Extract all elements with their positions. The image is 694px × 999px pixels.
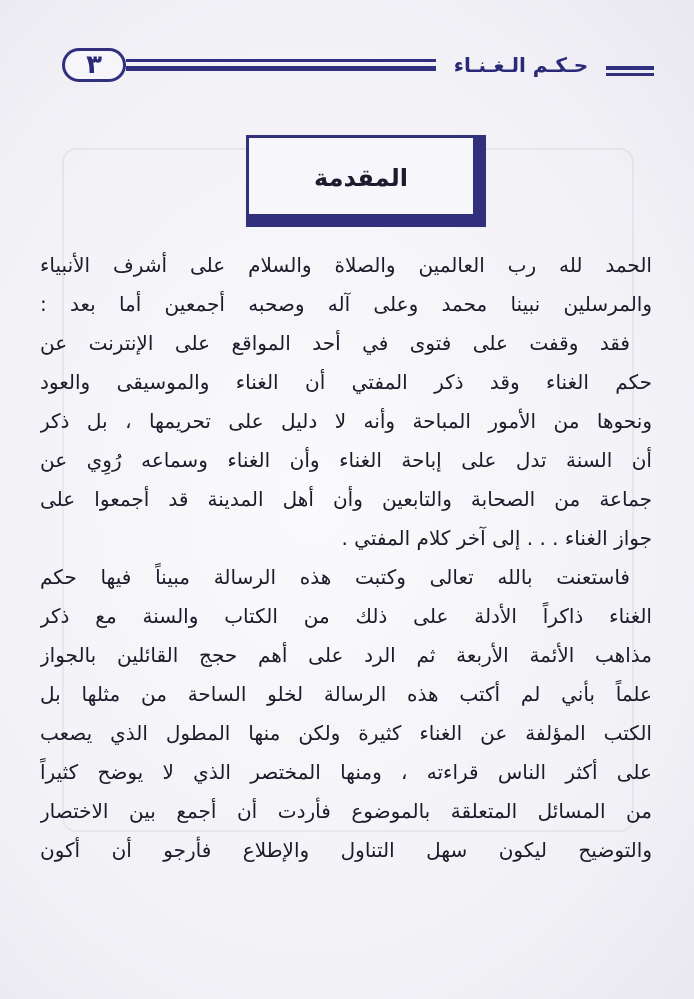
- section-title: المقدمة: [314, 164, 408, 192]
- text-line: الحمد لله رب العالمين والصلاة والسلام على أشرف الأنبياء: [40, 253, 652, 277]
- header-rule-right-lower: [606, 73, 654, 76]
- text-line: من المسائل المتعلقة بالموضوع فأردت أن أجمع بين الاختصار: [40, 799, 652, 823]
- page-header: [62, 48, 654, 88]
- page-number: ٣: [62, 48, 126, 82]
- text-line: أن السنة تدل على إباحة الغناء وأن الغناء وسماعه رُوِي عن: [40, 448, 652, 472]
- text-line: مذاهب الأئمة الأربعة ثم الرد على أهم حجج القائلين بالجواز: [40, 643, 652, 667]
- header-rule-left: [126, 59, 436, 73]
- text-line: والمرسلين نبينا محمد وعلى آله وصحبه أجمعين أما بعد :: [40, 292, 652, 316]
- text-line: الغناء ذاكراً الأدلة على ذلك من الكتاب والسنة مع ذكر: [40, 604, 652, 628]
- section-title-box: [246, 135, 486, 227]
- text-line: الكتب المؤلفة عن الغناء كثيرة ولكن منها المطول الذي يصعب: [40, 721, 652, 745]
- header-rule-right: [606, 66, 654, 70]
- text-line: جواز الغناء . . . إلى آخر كلام المفتي .: [341, 526, 652, 550]
- text-line: فاستعنت بالله تعالى وكتبت هذه الرسالة مبيناً فيها حكم: [40, 565, 630, 589]
- body-text: [40, 246, 652, 870]
- text-line: حكم الغناء وقد ذكر المفتي أن الغناء والموسيقى والعود: [40, 370, 652, 394]
- running-title: حـكـم الـغـنـاء: [453, 53, 589, 77]
- text-line: ونحوها من الأمور المباحة وأنه لا دليل على تحريمها ، بل ذكر: [40, 409, 652, 433]
- text-line: فقد وقفت على فتوى في أحد المواقع على الإنترنت عن: [40, 331, 630, 355]
- text-line: علماً بأني لم أكتب هذه الرسالة لخلو الساحة من مثلها بل: [40, 682, 652, 706]
- text-line: جماعة من الصحابة والتابعين وأن أهل المدينة قد أجمعوا على: [40, 487, 652, 511]
- text-line: على أكثر الناس قراءته ، ومنها المختصر الذي لا يوضح كثيراً: [40, 760, 652, 784]
- text-line: والتوضيح ليكون سهل التناول والإطلاع فأرجو أن أكون: [40, 838, 652, 862]
